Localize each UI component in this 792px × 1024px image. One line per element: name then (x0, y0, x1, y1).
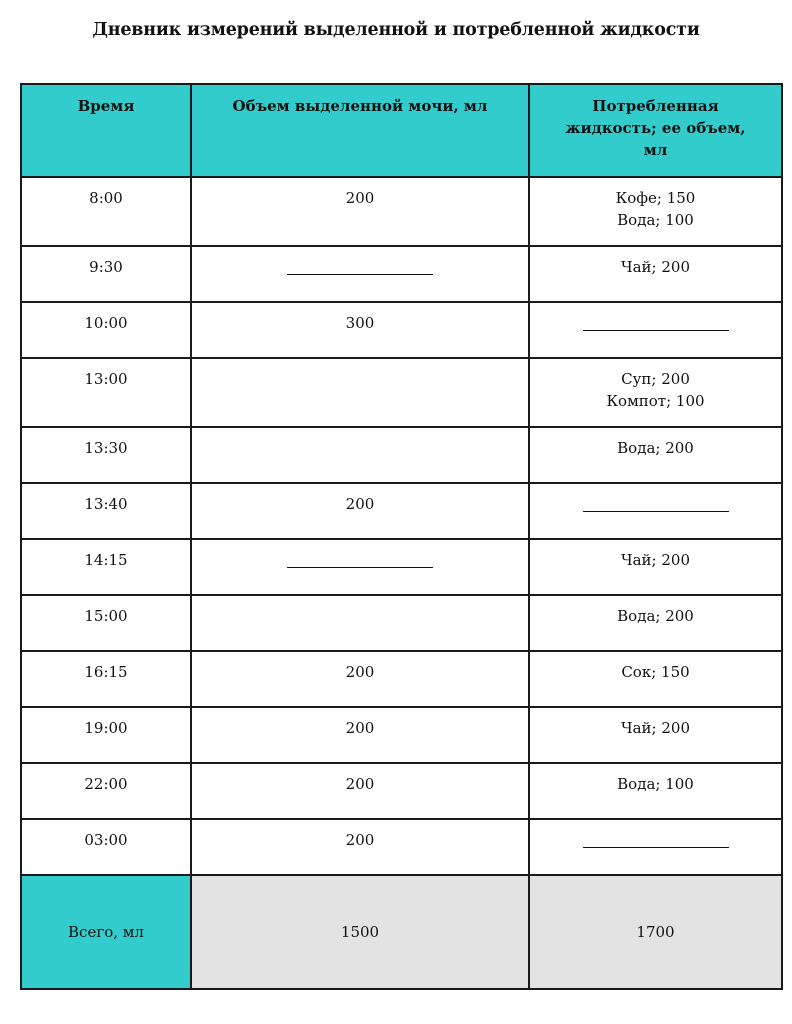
cell-urine-volume: 200 (191, 483, 529, 539)
cell-fluid-intake (529, 483, 782, 539)
cell-time: 22:00 (21, 763, 191, 819)
table-row (21, 358, 782, 427)
blank-line (583, 837, 729, 848)
fluid-entry: Кофе; 150 (615, 189, 696, 207)
table-row (21, 483, 782, 539)
cell-urine-volume (191, 595, 529, 651)
cell-fluid-intake (529, 651, 782, 707)
fluid-entry: Компот; 100 (606, 392, 705, 410)
cell-time: 8:00 (21, 177, 191, 246)
cell-urine-volume: 200 (191, 707, 529, 763)
cell-urine-volume: 200 (191, 651, 529, 707)
cell-time: 15:00 (21, 595, 191, 651)
cell-fluid-intake (529, 707, 782, 763)
cell-time: 16:15 (21, 651, 191, 707)
table-row (21, 595, 782, 651)
fluid-entry: Вода; 200 (617, 439, 694, 457)
cell-urine-volume: 200 (191, 819, 529, 875)
table-row (21, 427, 782, 483)
fluid-entry: Сок; 150 (621, 663, 690, 681)
totals-fluid: 1700 (529, 875, 782, 989)
fluid-entry: Чай; 200 (621, 258, 690, 276)
cell-urine-volume (191, 358, 529, 427)
totals-row (21, 875, 782, 989)
fluid-entry: Вода; 200 (617, 607, 694, 625)
header-urine-volume: Объем выделенной мочи, мл (191, 84, 529, 177)
fluid-entry: Суп; 200 (621, 370, 690, 388)
fluid-entry: Чай; 200 (621, 719, 690, 737)
cell-time: 13:30 (21, 427, 191, 483)
cell-fluid-intake (529, 427, 782, 483)
header-fluid-line-1: Потребленная (592, 97, 719, 115)
cell-urine-volume: 300 (191, 302, 529, 358)
table-row (21, 302, 782, 358)
totals-label: Всего, мл (21, 875, 191, 989)
cell-fluid-intake (529, 539, 782, 595)
cell-time: 9:30 (21, 246, 191, 302)
blank-line (287, 264, 433, 275)
table-row (21, 246, 782, 302)
cell-urine-volume (191, 539, 529, 595)
table-row (21, 539, 782, 595)
cell-time: 10:00 (21, 302, 191, 358)
fluid-entry: Вода; 100 (617, 775, 694, 793)
table-body (21, 177, 782, 875)
header-fluid-line-3: мл (643, 141, 668, 159)
cell-fluid-intake (529, 246, 782, 302)
cell-time: 13:40 (21, 483, 191, 539)
cell-time: 03:00 (21, 819, 191, 875)
fluid-entry: Вода; 100 (617, 211, 694, 229)
blank-line (287, 557, 433, 568)
table-header-row (21, 84, 782, 177)
fluid-diary-table (20, 83, 783, 990)
cell-fluid-intake (529, 595, 782, 651)
cell-urine-volume (191, 427, 529, 483)
header-time: Время (21, 84, 191, 177)
cell-time: 13:00 (21, 358, 191, 427)
header-fluid-intake (529, 84, 782, 177)
cell-fluid-intake (529, 302, 782, 358)
cell-time: 14:15 (21, 539, 191, 595)
cell-fluid-intake (529, 819, 782, 875)
cell-time: 19:00 (21, 707, 191, 763)
cell-urine-volume (191, 246, 529, 302)
totals-urine: 1500 (191, 875, 529, 989)
cell-fluid-intake (529, 763, 782, 819)
blank-line (583, 501, 729, 512)
page-title: Дневник измерений выделенной и потребленной жидкости (92, 20, 700, 40)
table-row (21, 819, 782, 875)
cell-fluid-intake (529, 177, 782, 246)
header-fluid-line-2: жидкость; ее объем, (565, 119, 746, 137)
fluid-entry: Чай; 200 (621, 551, 690, 569)
cell-fluid-intake (529, 358, 782, 427)
table-row (21, 763, 782, 819)
table-row (21, 651, 782, 707)
cell-urine-volume: 200 (191, 763, 529, 819)
table-row (21, 707, 782, 763)
cell-urine-volume: 200 (191, 177, 529, 246)
table-row (21, 177, 782, 246)
blank-line (583, 320, 729, 331)
